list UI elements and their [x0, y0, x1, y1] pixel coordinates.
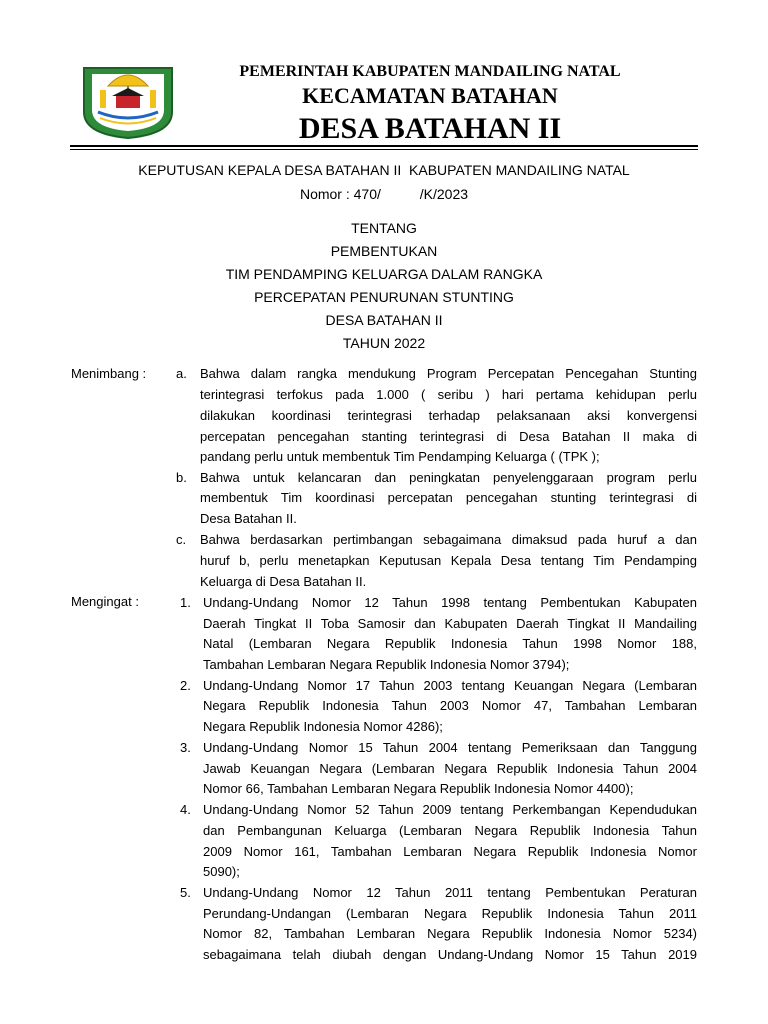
letterhead-rule-thin: [70, 149, 698, 150]
legal-basis-line: Undang-Undang Nomor 15 Tahun 2004 tentang Pemeriksaan dan Tanggung: [203, 740, 697, 755]
consideration-line: Keluarga di Desa Batahan II.: [200, 574, 367, 589]
legal-basis-line: 5090);: [203, 864, 240, 879]
legal-basis-line: dan Pembangunan Keluarga (Lembaran Negara Republik Indonesia Tahun: [203, 823, 697, 838]
legal-basis-marker: 3.: [180, 740, 191, 755]
district-name: KECAMATAN BATAHAN: [302, 83, 558, 108]
consideration-line: membentuk Tim koordinasi percepatan pencegahan stunting terintegrasi di: [200, 490, 697, 505]
legal-basis-line: Nomor 82, Tambahan Lembaran Negara Republik Indonesia Nomor 5234): [203, 926, 697, 941]
legal-basis-line: Undang-Undang Nomor 12 Tahun 2011 tentang Pembentukan Peraturan: [203, 885, 697, 900]
legal-basis-line: Undang-Undang Nomor 52 Tahun 2009 tentang Perkembangan Kependudukan: [203, 802, 697, 817]
letterhead-rule-thick: [70, 145, 698, 147]
consideration-line: terintegrasi terfokus pada 1.000 ( seribu ) hari pertama kehidupan perlu: [200, 387, 697, 402]
consideration-line: pandang perlu untuk membentuk Tim Pendamping Keluarga ( (TPK );: [200, 449, 600, 464]
legal-basis-marker: 5.: [180, 885, 191, 900]
regency-emblem-icon: [78, 60, 178, 140]
legal-basis-marker: 1.: [180, 595, 191, 610]
consideration-marker: c.: [176, 532, 187, 547]
consideration-marker: a.: [176, 366, 187, 381]
legal-basis-line: 2009 Nomor 161, Tambahan Lembaran Negara Republik Indonesia Nomor: [203, 844, 697, 859]
consideration-line: Bahwa dalam rangka mendukung Program Percepatan Pencegahan Stunting: [200, 366, 697, 381]
legal-basis-line: Jawab Keuangan Negara (Lembaran Negara Republik Indonesia Tahun 2004: [203, 761, 697, 776]
consideration-line: dilakukan koordinasi terintegrasi terhadap pelaksanaan aksi konvergensi: [200, 408, 697, 423]
subject-line: TAHUN 2022: [342, 335, 426, 351]
consideration-line: huruf b, perlu menetapkan Keputusan Kepala Desa tentang Tim Pendamping: [200, 553, 697, 568]
consideration-marker: b.: [176, 470, 187, 485]
legal-basis-marker: 2.: [180, 678, 191, 693]
consideration-line: Bahwa untuk kelancaran dan peningkatan penyelenggaraan program perlu: [200, 470, 697, 485]
subject-line: DESA BATAHAN II: [325, 312, 443, 328]
consideration-line: Desa Batahan II.: [200, 511, 297, 526]
legal-basis-line: Negara Republik Indonesia Nomor 4286);: [203, 719, 443, 734]
consideration-line: percepatan pencegahan stanting terintegrasi di Desa Batahan II maka di: [200, 429, 697, 444]
legal-basis-line: Natal (Lembaran Negara Republik Indonesia Tahun 1998 Nomor 188,: [203, 636, 697, 651]
consideration-line: Bahwa berdasarkan pertimbangan sebagaimana dimaksud pada huruf a dan: [200, 532, 697, 547]
legal-basis-line: Nomor 66, Tambahan Lembaran Negara Republik Indonesia Nomor 4400);: [203, 781, 634, 796]
legal-basis-line: sebagaimana telah diubah dengan Undang-Undang Nomor 15 Tahun 2019: [203, 947, 697, 962]
village-name: DESA BATAHAN II: [298, 112, 562, 145]
mengingat-label: Mengingat :: [71, 594, 139, 609]
decree-about: TENTANG: [351, 220, 417, 236]
subject-line: PEMBENTUKAN: [330, 243, 438, 259]
decree-number: Nomor : 470/ /K/2023: [299, 186, 469, 202]
legal-basis-marker: 4.: [180, 802, 191, 817]
subject-line: TIM PENDAMPING KELUARGA DALAM RANGKA: [225, 266, 543, 282]
legal-basis-line: Undang-Undang Nomor 17 Tahun 2003 tentang Keuangan Negara (Lembaran: [203, 678, 697, 693]
menimbang-label: Menimbang :: [71, 366, 147, 381]
decree-title: KEPUTUSAN KEPALA DESA BATAHAN II KABUPATEN MANDAILING NATAL: [138, 162, 630, 178]
government-name: PEMERINTAH KABUPATEN MANDAILING NATAL: [239, 63, 621, 80]
legal-basis-line: Daerah Tingkat II Toba Samosir dan Kabupaten Daerah Tingkat II Mandailing: [203, 616, 697, 631]
legal-basis-line: Undang-Undang Nomor 12 Tahun 1998 tentang Pembentukan Kabupaten: [203, 595, 697, 610]
subject-line: PERCEPATAN PENURUNAN STUNTING: [254, 289, 514, 305]
legal-basis-line: Perundang-Undangan (Lembaran Negara Republik Indonesia Tahun 2011: [203, 906, 697, 921]
legal-basis-line: Tambahan Lembaran Negara Republik Indonesia Nomor 3794);: [203, 657, 570, 672]
legal-basis-line: Negara Republik Indonesia Tahun 2003 Nomor 47, Tambahan Lembaran: [203, 698, 697, 713]
